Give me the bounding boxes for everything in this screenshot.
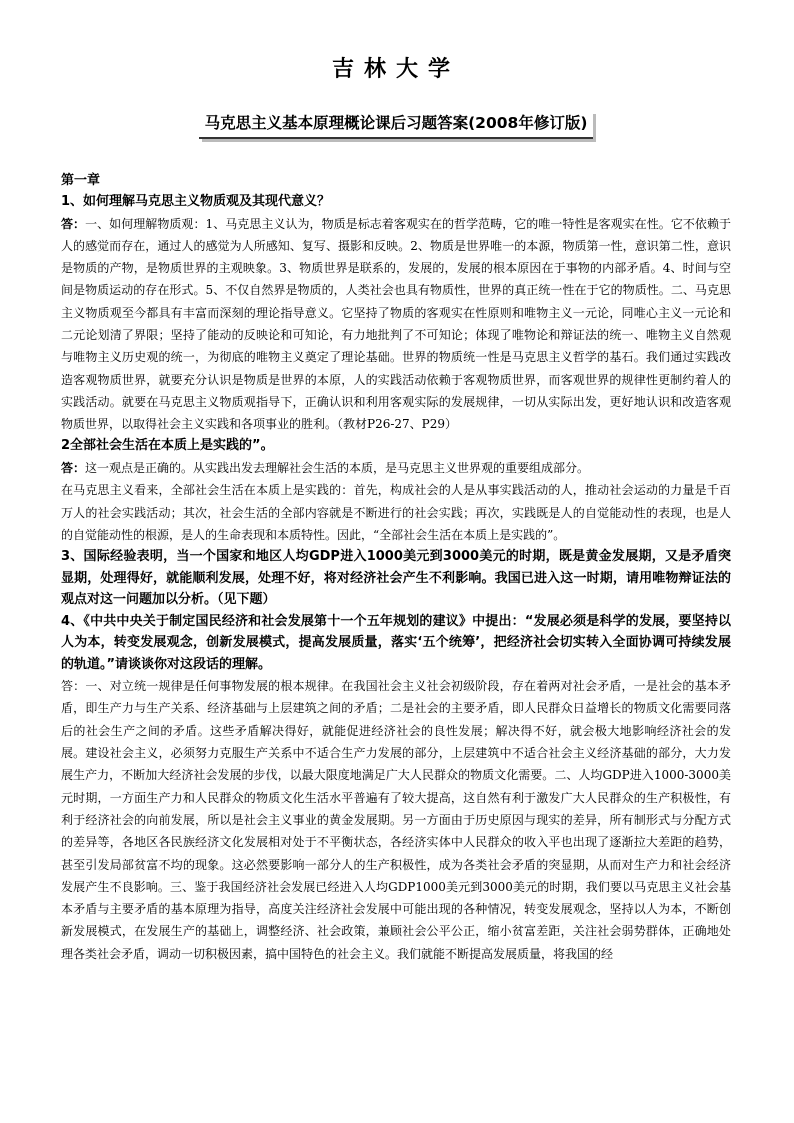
answer-1 [61,213,731,436]
chapter-heading: 第一章 [61,173,101,188]
question-4: 4、《中共中央关于制定国民经济和社会发展第十一个五年规划的建议》中提出：“发展必须是科学的发展，要坚持以人为本，转变发展观念，创新发展模式，提高发展质量，落实‘五个统筹’，把经济社会切实转入全面协调可持续发展的轨道。”请谈谈你对这段话的理解。 [61,613,731,672]
university-title: 吉林大学 [331,57,460,82]
answer-1-label: 答： [61,216,86,231]
answer-2 [61,457,731,479]
answer-4 [61,675,731,965]
answer-4-label: 答： [61,679,86,694]
doc-title-wrap [61,111,731,139]
question-3: 3、国际经验表明，当一个国家和地区人均GDP进入1000美元到3000美元的时期，既是黄金发展期，又是矛盾突显期，处理得好，就能顺利发展，处理不好，将对经济社会产生不利影响。我国已进入这一时期，请用唯物辩证法的观点对这一问题加以分析。（见下题） [61,549,731,608]
answer-4-text: 一、对立统一规律是任何事物发展的根本规律。在我国社会主义社会初级阶段，存在着两对社会矛盾，一是社会的基本矛盾，即生产力与生产关系、经济基础与上层建筑之间的矛盾；二是社会的主要矛盾，即人民群众日益增长的物质文化需要同落后的社会生产之间的矛盾。这些矛盾解决得好，就能促进经济社会的良性发展；解决得不好，就会极大地影响经济社会的发展。建设社会主义，必须努力克服生产关系中不适合生产力发展的部分，上层建筑中不适合社会主义经济基础的部分，大力发展生产力，不断加大经济社会发展的步伐，以最大限度地满足广大人民群众的物质文化需要。二、人均GDP进入1000-3000美元时期，一方面生产力和人民群众的物质文化生活水平普遍有了较大提高，这自然有利于激发广大人民群众的生产积极性，有利于经济社会的向前发展，所以是社会主义事业的黄金发展期。另一方面由于历史原因与现实的差异，所有制形式与分配方式的差异等，各地区各民族经济文化发展相对处于不平衡状态，各经济实体中人民群众的收入平也出现了逐渐拉大差距的趋势，甚至引发局部贫富不均的现象。这必然要影响一部分人的生产积极性，成为各类社会矛盾的突显期，从而对生产力和社会经济发展产生不良影响。三、鉴于我国经济社会发展已经进入人均GDP1000美元到3000美元的时期，我们要以马克思主义社会基本矛盾与主要矛盾的基本原理为指导，高度关注经济社会发展中可能出现的各种情况，转变发展观念，坚持以人为本，不断创新发展模式，在发展生产的基础上，调整经济、社会政策，兼顾社会公平公正，缩小贫富差距，关注社会弱势群体，正确地处理各类社会矛盾，调动一切积极因素，搞中国特色的社会主义。我们就能不断提高发展质量，将我国的经 [61,679,731,961]
answer-1-text: 一、如何理解物质观：1、马克思主义认为，物质是标志着客观实在的哲学范畴，它的唯一特性是客观实在性。它不依赖于人的感觉而存在，通过人的感觉为人所感知、复写、摄影和反映。2、物质是世界唯一的本源，物质第一性，意识第二性，意识是物质的产物，是物质世界的主观映象。3、物质世界是联系的，发展的，发展的根本原因在于事物的内部矛盾。4、时间与空间是物质运动的存在形式。5、不仅自然界是物质的，人类社会也具有物质性，世界的真正统一性在于它的物质性。二、马克思主义物质观至今都具有丰富而深刻的理论指导意义。它坚持了物质的客观实在性原则和唯物主义一元论，同唯心主义一元论和二元论划清了界限；坚持了能动的反映论和可知论，有力地批判了不可知论；体现了唯物论和辩证法的统一、唯物主义自然观与唯物主义历史观的统一，为彻底的唯物主义奠定了理论基础。世界的物质统一性是马克思主义哲学的基石。我们通过实践改造客观物质世界，就要充分认识是物质是世界的本原，人的实践活动依赖于客观物质世界，而客观世界的规律性更制约着人的实践活动。就要在马克思主义物质观指导下，正确认识和利用客观实际的发展规律，一切从实际出发，更好地认识和改造客观物质世界，以取得社会主义实践和各项事业的胜利。（教材P26-27、P29） [61,216,731,432]
answer-2-continued: 在马克思主义看来，全部社会生活在本质上是实践的：首先，构成社会的人是从事实践活动的人，推动社会运动的力量是千百万人的社会实践活动；其次，社会生活的全部内容就是不断进行的社会实践；再次，实践既是人的自觉能动性的表现，也是人的自觉能动性的根源，是人的生命表现和本质特性。因此，“全部社会生活在本质上是实践的”。 [61,483,731,542]
doc-title: 马克思主义基本原理概论课后习题答案(2008年修订版) [199,111,594,139]
answer-2-label: 答： [61,460,86,475]
question-2: 2全部社会生活在本质上是实践的”。 [61,438,274,454]
document-page [61,52,731,965]
question-1: 1、如何理解马克思主义物质观及其现代意义？ [61,194,331,209]
answer-2-text: 这一观点是正确的。从实践出发去理解社会生活的本质，是马克思主义世界观的重要组成部分。 [85,460,590,475]
